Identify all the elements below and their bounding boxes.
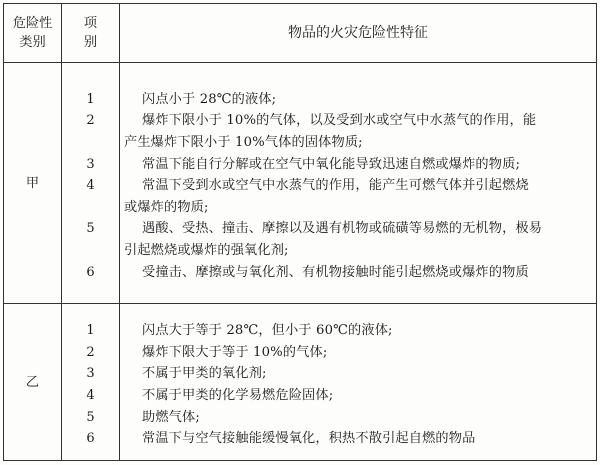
header-hazard-class: 危险性 类别 <box>4 4 62 63</box>
feature-line: 不属于甲类的氧化剂; <box>142 366 267 382</box>
item-number: 5 <box>86 221 95 237</box>
feature-text <box>120 89 596 111</box>
feature-line: 爆炸下限大于等于 10%的气体; <box>142 344 328 360</box>
feature-text <box>120 320 596 342</box>
feature-line: 遇酸、受热、撞击、摩擦以及遇有机物或硫磺等易燃的无机物，极易 <box>142 221 543 237</box>
header-item: 项 别 <box>62 4 120 63</box>
feature-line: 常温下与空气接触能缓慢氧化，积热不散引起自燃的物品 <box>142 431 476 447</box>
header-row <box>4 4 597 63</box>
item-number: 6 <box>86 431 95 447</box>
item-number: 1 <box>86 91 95 107</box>
header-features: 物品的火灾危险性特征 <box>120 4 597 63</box>
features-yi <box>120 304 597 461</box>
feature-line: 常温下受到水或空气中水蒸气的作用，能产生可燃气体并引起燃烧 <box>142 178 529 194</box>
feature-line: 不属于甲类的化学易燃危险固体; <box>142 388 334 403</box>
item-number: 6 <box>86 264 95 280</box>
feature-line-continued: 产生爆炸下限小于 10%气体的固体物质; <box>124 135 363 151</box>
feature-line: 受撞击、摩擦或与氧化剂、有机物接触时能引起燃烧或爆炸的物质 <box>142 264 529 280</box>
feature-text <box>120 407 596 429</box>
item-number: 2 <box>86 344 95 360</box>
item-number: 5 <box>86 409 95 425</box>
item-number: 2 <box>86 113 95 129</box>
feature-line: 常温下能自行分解或在空气中氧化能导致迅速自燃或爆炸的物质; <box>142 156 521 172</box>
feature-text <box>120 110 596 153</box>
feature-text <box>120 154 596 176</box>
item-number: 3 <box>86 366 95 382</box>
feature-text <box>120 385 596 407</box>
item-number: 4 <box>86 178 95 194</box>
feature-text <box>120 175 596 218</box>
group-row-yi <box>4 304 597 461</box>
hazard-class-jia: 甲 <box>4 63 62 304</box>
feature-line: 闪点大于等于 28℃，但小于 60℃的液体; <box>142 323 393 339</box>
feature-line: 爆炸下限小于 10%的气体，以及受到水或空气中水蒸气的作用，能 <box>142 113 537 129</box>
feature-line: 闪点小于 28℃的液体; <box>142 91 277 107</box>
features-jia <box>120 63 597 304</box>
feature-line: 助燃气体; <box>142 409 200 425</box>
feature-line-continued: 引起燃烧或爆炸的强氧化剂; <box>124 242 289 258</box>
fire-hazard-table <box>3 3 597 461</box>
item-number: 1 <box>86 323 95 339</box>
item-numbers-yi <box>62 304 120 461</box>
item-numbers-jia <box>62 63 120 304</box>
feature-text <box>120 262 596 284</box>
group-row-jia <box>4 63 597 304</box>
feature-text <box>120 428 596 450</box>
feature-text <box>120 218 596 261</box>
item-number: 4 <box>86 388 95 403</box>
feature-text <box>120 342 596 364</box>
feature-line-continued: 或爆炸的物质; <box>124 199 209 215</box>
feature-text <box>120 363 596 385</box>
hazard-class-yi: 乙 <box>4 304 62 461</box>
item-number: 3 <box>86 156 95 172</box>
